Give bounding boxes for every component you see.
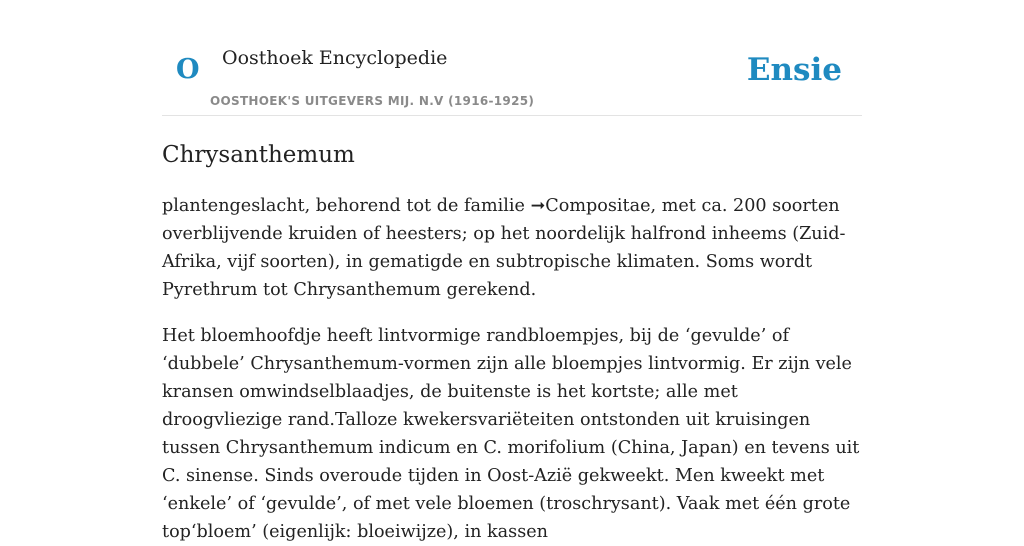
- paragraph-text: plantengeslacht, behorend tot de familie: [162, 196, 531, 216]
- book-header: [162, 0, 862, 116]
- page-container: [162, 0, 862, 546]
- book-logo[interactable]: O: [176, 54, 200, 85]
- entry-paragraph-1: [162, 192, 862, 304]
- publisher-label: OOSTHOEK'S UITGEVERS MIJ. N.V (1916-1925): [210, 94, 535, 108]
- paragraph-text: , met ca. 200 soorten overblijvende kruiden of heesters; op het noordelijk halfrond inheems (Zuid-Afrika, vijf soorten), in gematigde en subtropische klimaten. Soms wordt Pyrethrum tot Chrysanthemum gerekend.: [162, 196, 846, 300]
- entry-paragraph-2: Het bloemhoofdje heeft lintvormige randbloempjes, bij de ‘gevulde’ of ‘dubbele’ Chrysanthemum-vormen zijn alle bloempjes lintvormig. Er zijn vele kransen omwindselblaadjes, de buitenste is het kortste; alle met droogvliezige rand.Talloze kwekersvariëteiten ontstonden uit kruisingen tussen Chrysanthemum indicum en C. morifolium (China, Japan) en tevens uit C. sinense. Sinds overoude tijden in Oost-Azië gekweekt. Men kweekt met ‘enkele’ of ‘gevulde’, of met vele bloemen (troschrysant). Vaak met één grote top‘bloem’ (eigenlijk: bloeiwijze), in kassen: [162, 326, 860, 542]
- entry-title: Chrysanthemum: [162, 142, 355, 168]
- ensie-logo-link[interactable]: Ensie: [746, 52, 842, 88]
- book-title-link[interactable]: Oosthoek Encyclopedie: [222, 47, 448, 69]
- compositae-link[interactable]: ➞Compositae: [530, 196, 651, 216]
